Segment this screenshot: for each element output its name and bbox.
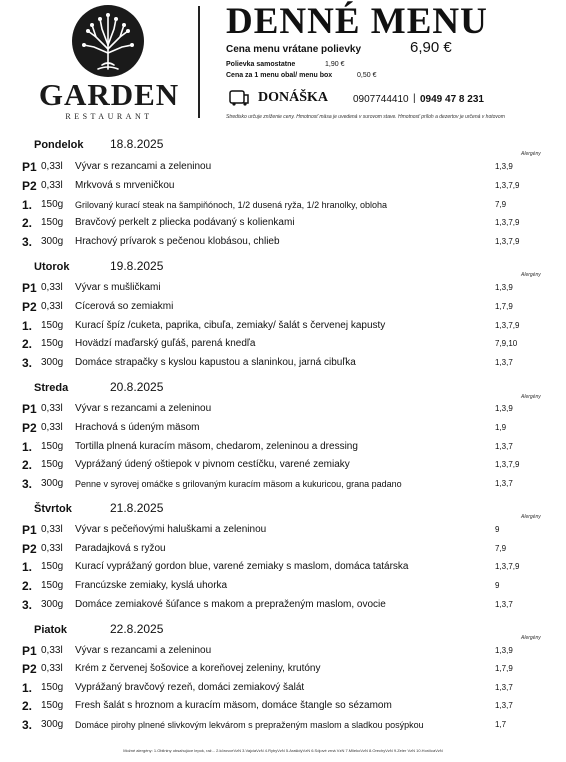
item-code: 1. [22, 560, 33, 574]
menu-item-row [22, 699, 552, 715]
menu-item-row [22, 216, 552, 232]
phone-number-primary[interactable]: 0907744410 [353, 94, 409, 105]
item-code: 1. [22, 198, 33, 212]
item-code: P1 [22, 402, 37, 416]
menu-price-value: 6,90 € [410, 39, 452, 56]
item-code: 3. [22, 477, 33, 491]
day-date: 18.8.2025 [110, 137, 164, 151]
item-quantity: 150g [41, 459, 64, 470]
brand-name: GARDEN [38, 77, 180, 112]
weight-disclaimer: Stredisko určuje zníženie ceny. Hmotnosť mäsa je uvedená v surovom stave. Hmotnosť príloh a dezertov je určená v hotovom [226, 114, 505, 120]
item-code: 3. [22, 718, 33, 732]
delivery-label: DONÁŠKA [258, 90, 329, 105]
menu-item-row [22, 281, 552, 297]
allergen-header: Alergény [521, 514, 541, 520]
day-title: Utorok [34, 261, 70, 273]
item-quantity: 150g [41, 441, 64, 452]
item-dish: Vyprážaný údený oštiepok v pivnom cestíčku, varené zemiaky [75, 459, 350, 470]
item-code: P1 [22, 160, 37, 174]
item-dish: Vývar s pečeňovými haluškami a zeleninou [75, 524, 267, 535]
item-allergens: 1,3,7 [495, 600, 513, 609]
item-quantity: 150g [41, 320, 64, 331]
item-code: P1 [22, 644, 37, 658]
item-dish: Bravčový perkelt z pliecka podávaný s kolienkami [75, 217, 295, 228]
item-dish: Domáce pirohy plnené slivkovým lekvárom s prepraženým maslom a sladkou posýpkou [75, 720, 424, 730]
item-code: P2 [22, 421, 37, 435]
item-code: P2 [22, 300, 37, 314]
menu-item-row [22, 644, 552, 660]
delivery-box-icon [228, 88, 250, 106]
item-code: 1. [22, 440, 33, 454]
item-dish: Paradajková s ryžou [75, 543, 166, 554]
item-dish: Vývar s mušličkami [75, 282, 161, 293]
item-code: P1 [22, 523, 37, 537]
day-title: Streda [34, 382, 69, 394]
day-title: Štvrtok [34, 503, 72, 515]
item-quantity: 0,33l [41, 543, 63, 554]
item-dish: Kurací špíz /cuketa, paprika, cibuľa, zemiaky/ šalát s červenej kapusty [75, 320, 386, 331]
item-quantity: 300g [41, 236, 64, 247]
menu-item-row [22, 579, 552, 595]
menu-item-row [22, 356, 552, 372]
item-dish: Hovädzí maďarský guľáš, parená knedľa [75, 338, 256, 349]
item-dish: Penne v syrovej omáčke s grilovaným kuracím mäsom a kukuricou, grana padano [75, 479, 402, 489]
tree-logo-icon [72, 5, 144, 77]
item-code: 3. [22, 235, 33, 249]
item-allergens: 7,9 [495, 200, 507, 209]
item-dish: Francúzske zemiaky, kyslá uhorka [75, 580, 228, 591]
menu-price-label: Cena menu vrátane polievky [226, 44, 362, 55]
item-allergens: 1,3,7,9 [495, 562, 520, 571]
menu-header [0, 0, 566, 128]
item-quantity: 0,33l [41, 180, 63, 191]
item-quantity: 0,33l [41, 663, 63, 674]
item-code: P2 [22, 179, 37, 193]
menu-item-row [22, 300, 552, 316]
menu-item-row [22, 179, 552, 195]
item-dish: Vývar s rezancami a zeleninou [75, 403, 212, 414]
menu-item-row [22, 681, 552, 697]
day-date: 22.8.2025 [110, 622, 164, 636]
item-quantity: 150g [41, 580, 64, 591]
item-dish: Grilovaný kurací steak na šampiňónoch, 1/2 dusená ryža, 1/2 hranolky, obloha [75, 200, 388, 210]
item-allergens: 9 [495, 581, 500, 590]
item-quantity: 0,33l [41, 645, 63, 656]
item-code: P2 [22, 542, 37, 556]
item-quantity: 0,33l [41, 301, 63, 312]
item-code: P2 [22, 662, 37, 676]
menu-item-row [22, 542, 552, 558]
menu-item-row [22, 458, 552, 474]
soup-price-value: 1,90 € [325, 61, 345, 68]
allergen-header: Alergény [521, 151, 541, 157]
item-code: 1. [22, 319, 33, 333]
header-divider [198, 6, 200, 118]
menu-item-row [22, 160, 552, 176]
phone-separator: | [413, 93, 416, 104]
menu-item-row [22, 402, 552, 418]
item-quantity: 150g [41, 338, 64, 349]
item-allergens: 1,3,7 [495, 442, 513, 451]
item-allergens: 1,3,7 [495, 358, 513, 367]
item-dish: Domáce zemiakové šúľance s makom a prepraženým maslom, ovocie [75, 599, 386, 610]
allergen-header: Alergény [521, 635, 541, 641]
day-date: 19.8.2025 [110, 259, 164, 273]
menu-item-row [22, 421, 552, 437]
menu-item-row [22, 560, 552, 576]
item-allergens: 1,7,9 [495, 664, 513, 673]
item-allergens: 7,9 [495, 544, 507, 553]
item-dish: Mrkvová s mrveničkou [75, 180, 175, 191]
day-title: Piatok [34, 624, 68, 636]
item-quantity: 150g [41, 682, 64, 693]
item-allergens: 1,3,7 [495, 479, 513, 488]
item-allergens: 9 [495, 525, 500, 534]
item-code: 2. [22, 337, 33, 351]
item-quantity: 150g [41, 700, 64, 711]
item-quantity: 0,33l [41, 422, 63, 433]
item-code: P1 [22, 281, 37, 295]
item-allergens: 1,3,7,9 [495, 218, 520, 227]
item-dish: Vývar s rezancami a zeleninou [75, 161, 212, 172]
item-dish: Fresh šalát s hroznom a kuracím mäsom, domáce štangle so sézamom [75, 700, 392, 711]
allergen-legend: Možné alergény: 1.Obilniny obsahujúce lepok, raž... 2.kôrovceVzN 3.VajciaVzN 4.RybyVzN 5.ArašidyVzN 6.Sójové zrná VzN 7.MliekoVzN 8.OrechyVzN 9.Zeler VzN 10.HorčicaVzN [123, 748, 443, 753]
item-allergens: 1,3,7,9 [495, 181, 520, 190]
item-allergens: 1,3,7 [495, 683, 513, 692]
item-code: 2. [22, 216, 33, 230]
brand-subtitle: RESTAURANT [65, 112, 153, 121]
day-date: 20.8.2025 [110, 380, 164, 394]
day-date: 21.8.2025 [110, 501, 164, 515]
menu-item-row [22, 523, 552, 539]
item-quantity: 300g [41, 599, 64, 610]
item-allergens: 1,3,7,9 [495, 237, 520, 246]
item-quantity: 150g [41, 199, 64, 210]
item-allergens: 1,3,9 [495, 162, 513, 171]
menu-item-row [22, 718, 552, 734]
item-dish: Kurací vyprážaný gordon blue, varené zemiaky s maslom, domáca tatárska [75, 561, 409, 572]
menu-item-row [22, 598, 552, 614]
item-code: 1. [22, 681, 33, 695]
item-code: 2. [22, 579, 33, 593]
item-dish: Krém z červenej šošovice a koreňovej zeleniny, krutóny [75, 663, 321, 674]
allergen-header: Alergény [521, 394, 541, 400]
menu-item-row [22, 477, 552, 493]
item-allergens: 1,3,9 [495, 283, 513, 292]
item-allergens: 7,9,10 [495, 339, 518, 348]
menu-item-row [22, 235, 552, 251]
item-quantity: 150g [41, 217, 64, 228]
item-allergens: 1,9 [495, 423, 507, 432]
item-dish: Hrachová s údeným mäsom [75, 422, 200, 433]
item-allergens: 1,3,9 [495, 646, 513, 655]
allergen-header: Alergény [521, 272, 541, 278]
item-quantity: 0,33l [41, 282, 63, 293]
item-code: 2. [22, 458, 33, 472]
item-code: 3. [22, 598, 33, 612]
item-allergens: 1,3,7,9 [495, 321, 520, 330]
item-dish: Hrachový prívarok s pečenou klobásou, chlieb [75, 236, 280, 247]
phone-number-secondary[interactable]: 0949 47 8 231 [420, 94, 484, 105]
soup-price-label: Polievka samostatne [226, 61, 296, 68]
day-title: Pondelok [34, 139, 84, 151]
item-dish: Vývar s rezancami a zeleninou [75, 645, 212, 656]
item-dish: Tortilla plnená kuracím mäsom, chedarom, zeleninou a dressing [75, 441, 358, 452]
menu-item-row [22, 337, 552, 353]
item-quantity: 300g [41, 478, 64, 489]
menu-item-row [22, 440, 552, 456]
item-allergens: 1,7,9 [495, 302, 513, 311]
item-allergens: 1,7 [495, 720, 507, 729]
item-quantity: 300g [41, 357, 64, 368]
item-allergens: 1,3,7 [495, 701, 513, 710]
menu-item-row [22, 198, 552, 214]
item-quantity: 300g [41, 719, 64, 730]
box-price-value: 0,50 € [357, 72, 377, 79]
item-dish: Cícerová so zemiakmi [75, 301, 174, 312]
item-dish: Vyprážaný bravčový rezeň, domáci zemiakový šalát [75, 682, 305, 693]
box-price-label: Cena za 1 menu obal/ menu box [226, 72, 333, 79]
page-title: DENNÉ MENU [226, 1, 488, 42]
menu-item-row [22, 319, 552, 335]
item-code: 2. [22, 699, 33, 713]
item-quantity: 0,33l [41, 161, 63, 172]
item-code: 3. [22, 356, 33, 370]
item-quantity: 0,33l [41, 524, 63, 535]
item-allergens: 1,3,9 [495, 404, 513, 413]
item-quantity: 150g [41, 561, 64, 572]
item-quantity: 0,33l [41, 403, 63, 414]
item-dish: Domáce strapačky s kyslou kapustou a slaninkou, jarná cibuľka [75, 357, 356, 368]
menu-item-row [22, 662, 552, 678]
item-allergens: 1,3,7,9 [495, 460, 520, 469]
